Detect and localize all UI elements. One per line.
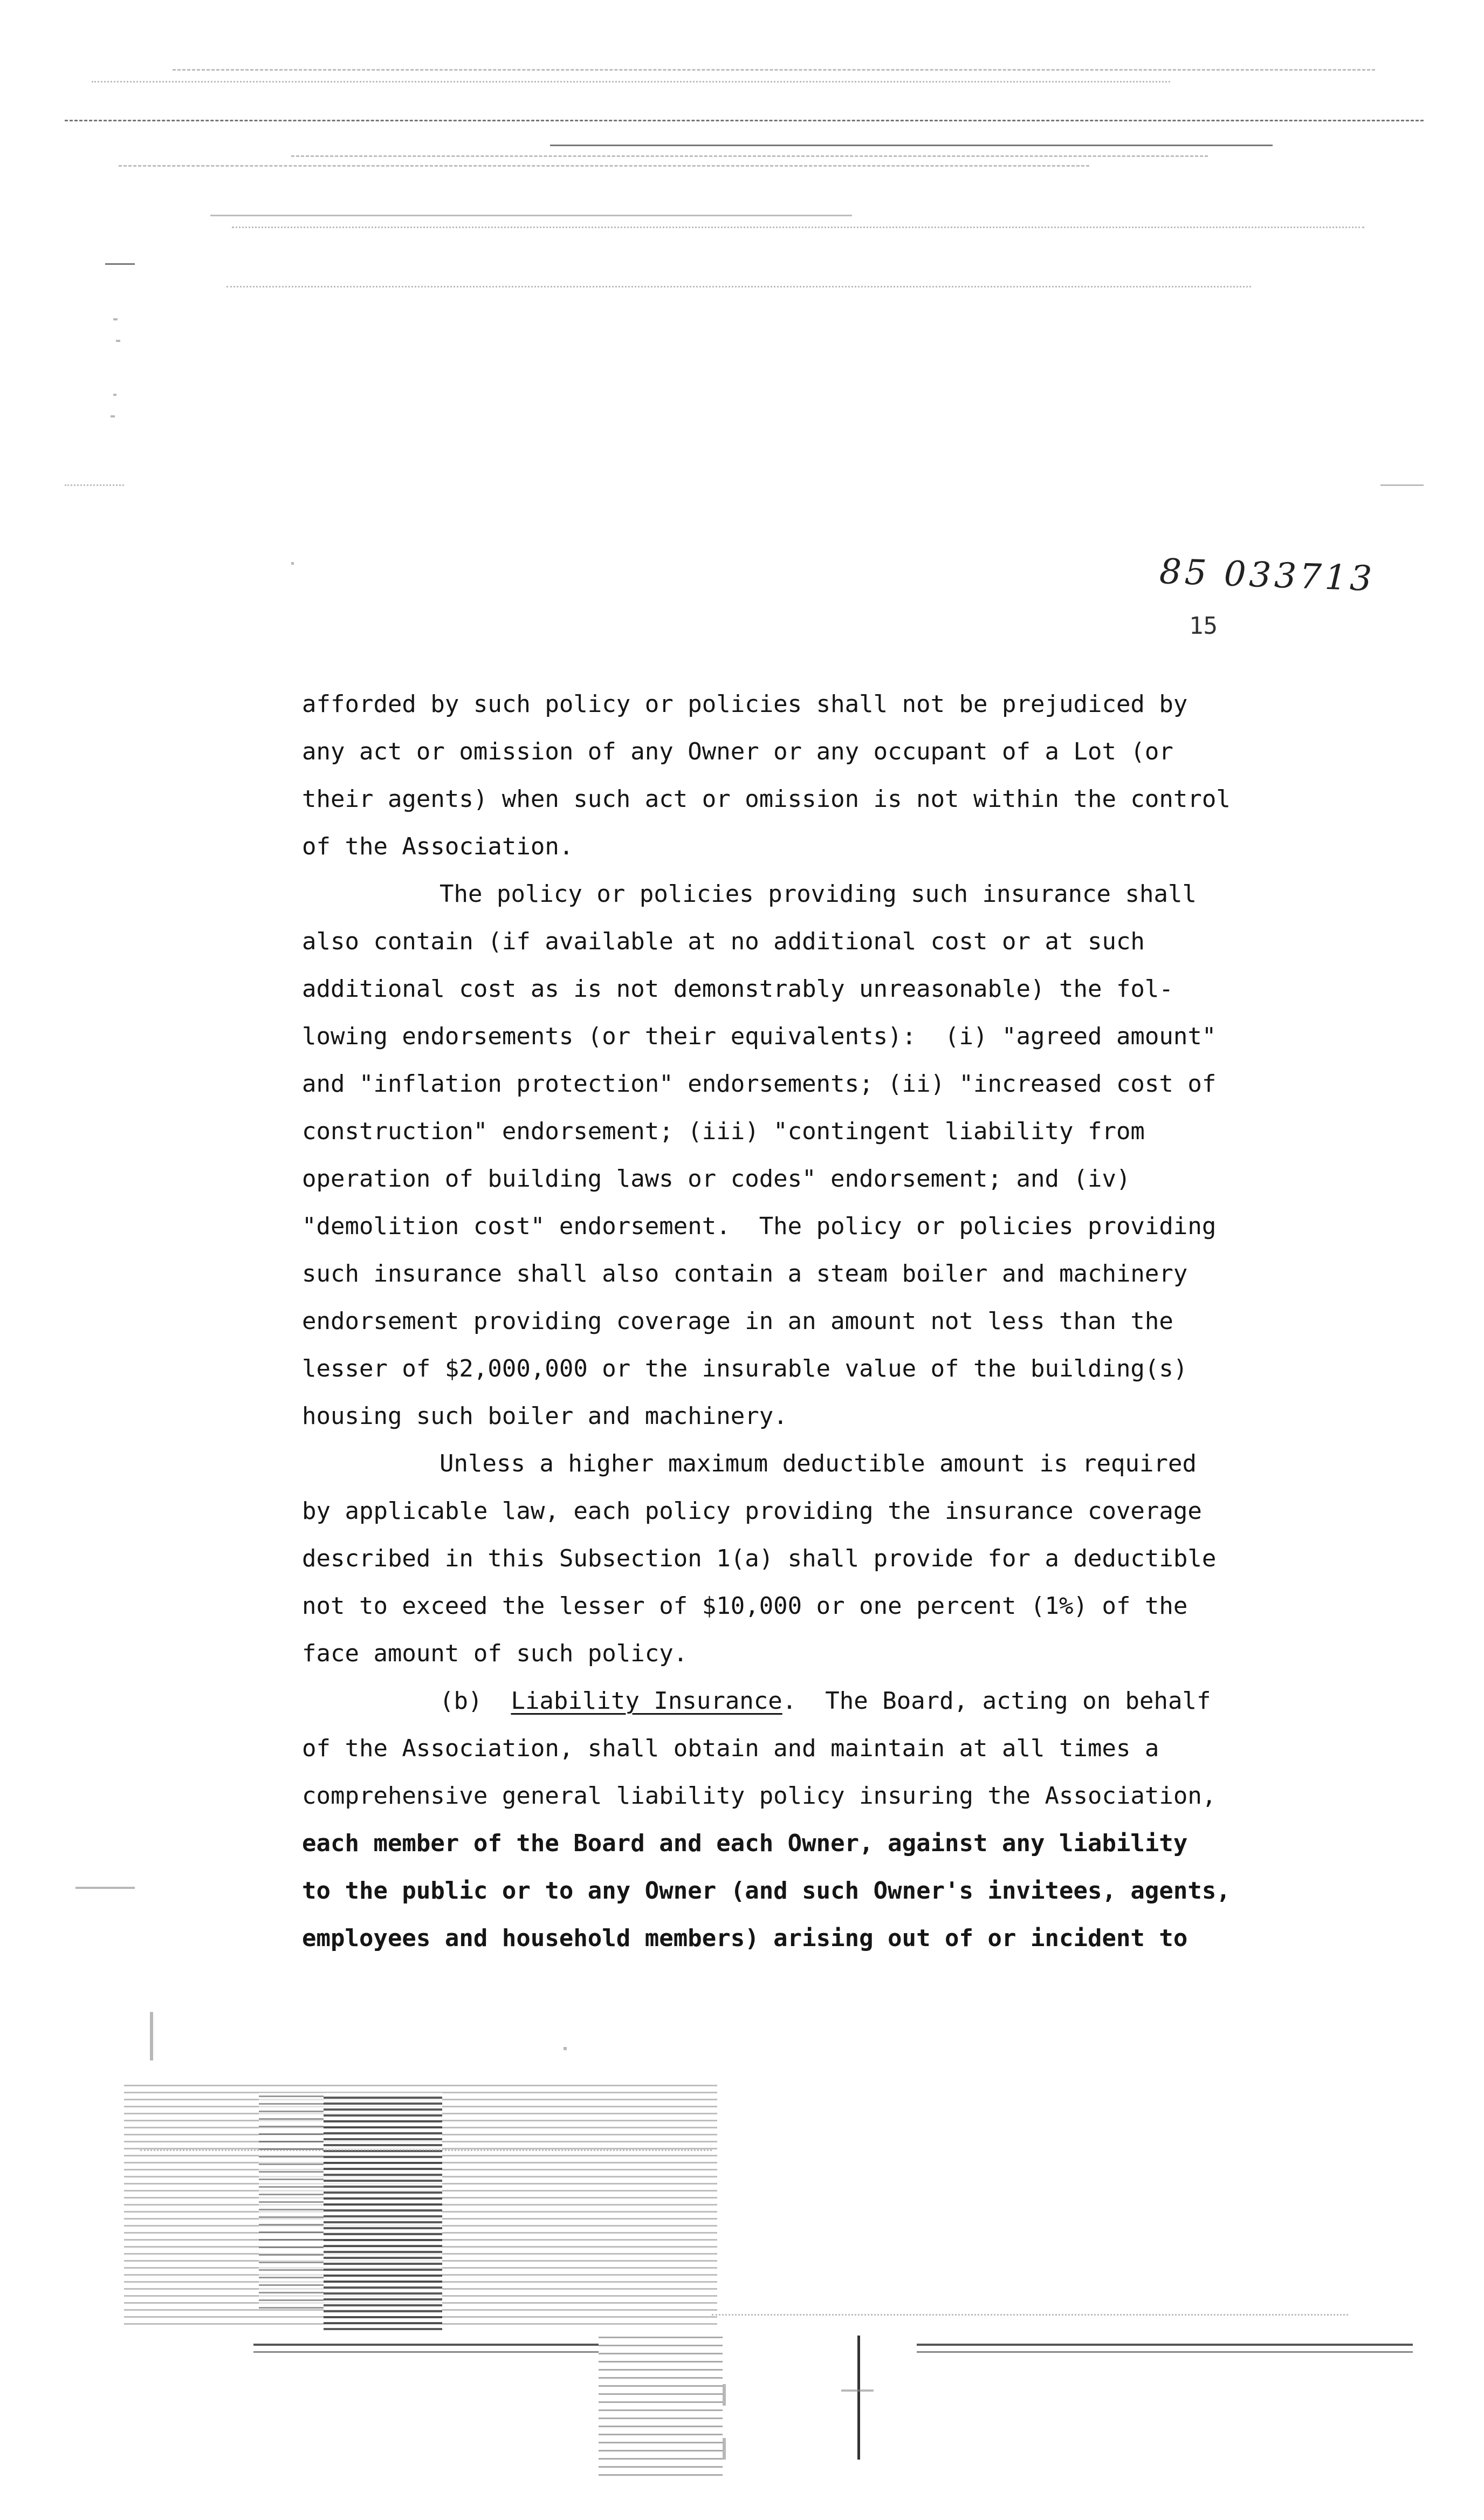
text-line: any act or omission of any Owner or any occupant of a Lot (or [302, 738, 1173, 765]
text-line: not to exceed the lesser of $10,000 or one percent (1%) of the [302, 1592, 1188, 1620]
text-line: by applicable law, each policy providing the insurance coverage [302, 1497, 1202, 1525]
subsection-label: (b) [439, 1687, 511, 1715]
text-line: "demolition cost" endorsement. The policy or policies providing [302, 1213, 1217, 1240]
text-line: afforded by such policy or policies shall not be prejudiced by [302, 690, 1188, 718]
text-line: additional cost as is not demonstrably unreasonable) the fol- [302, 975, 1173, 1003]
subsection-heading: Liability Insurance [511, 1687, 782, 1715]
text-line: also contain (if available at no additional cost or at such [302, 928, 1145, 955]
text-line: housing such boiler and machinery. [302, 1402, 788, 1430]
text-line: of the Association. [302, 833, 574, 860]
page-number: 15 [1189, 612, 1218, 640]
text-line: each member of the Board and each Owner, against any liability [302, 1830, 1188, 1857]
text-run: . The Board, acting on behalf [782, 1687, 1211, 1715]
document-number-stamp: 85 033713 [1158, 552, 1376, 599]
text-line: comprehensive general liability policy insuring the Association, [302, 1782, 1217, 1810]
text-line: their agents) when such act or omission is not within the control [302, 785, 1231, 813]
paragraph-start-line: The policy or policies providing such insurance shall [439, 880, 1197, 908]
text-line: endorsement providing coverage in an amount not less than the [302, 1307, 1173, 1335]
text-line: of the Association, shall obtain and maintain at all times a [302, 1735, 1159, 1762]
text-line: described in this Subsection 1(a) shall provide for a deductible [302, 1545, 1217, 1572]
section-b-heading-line [302, 1677, 1289, 1725]
text-line: construction" endorsement; (iii) "contingent liability from [302, 1118, 1145, 1145]
text-line: to the public or to any Owner (and such Owner's invitees, agents, [302, 1877, 1231, 1905]
paragraph-start-line: Unless a higher maximum deductible amount is required [439, 1450, 1197, 1477]
text-line: operation of building laws or codes" endorsement; and (iv) [302, 1165, 1131, 1193]
text-line: lesser of $2,000,000 or the insurable value of the building(s) [302, 1355, 1188, 1382]
text-line: employees and household members) arising out of or incident to [302, 1925, 1188, 1952]
text-line: and "inflation protection" endorsements; (ii) "increased cost of [302, 1070, 1217, 1098]
text-line: lowing endorsements (or their equivalents): (i) "agreed amount" [302, 1023, 1217, 1050]
text-line: face amount of such policy. [302, 1640, 688, 1667]
body-text [302, 681, 1289, 1962]
text-line: such insurance shall also contain a steam boiler and machinery [302, 1260, 1188, 1288]
